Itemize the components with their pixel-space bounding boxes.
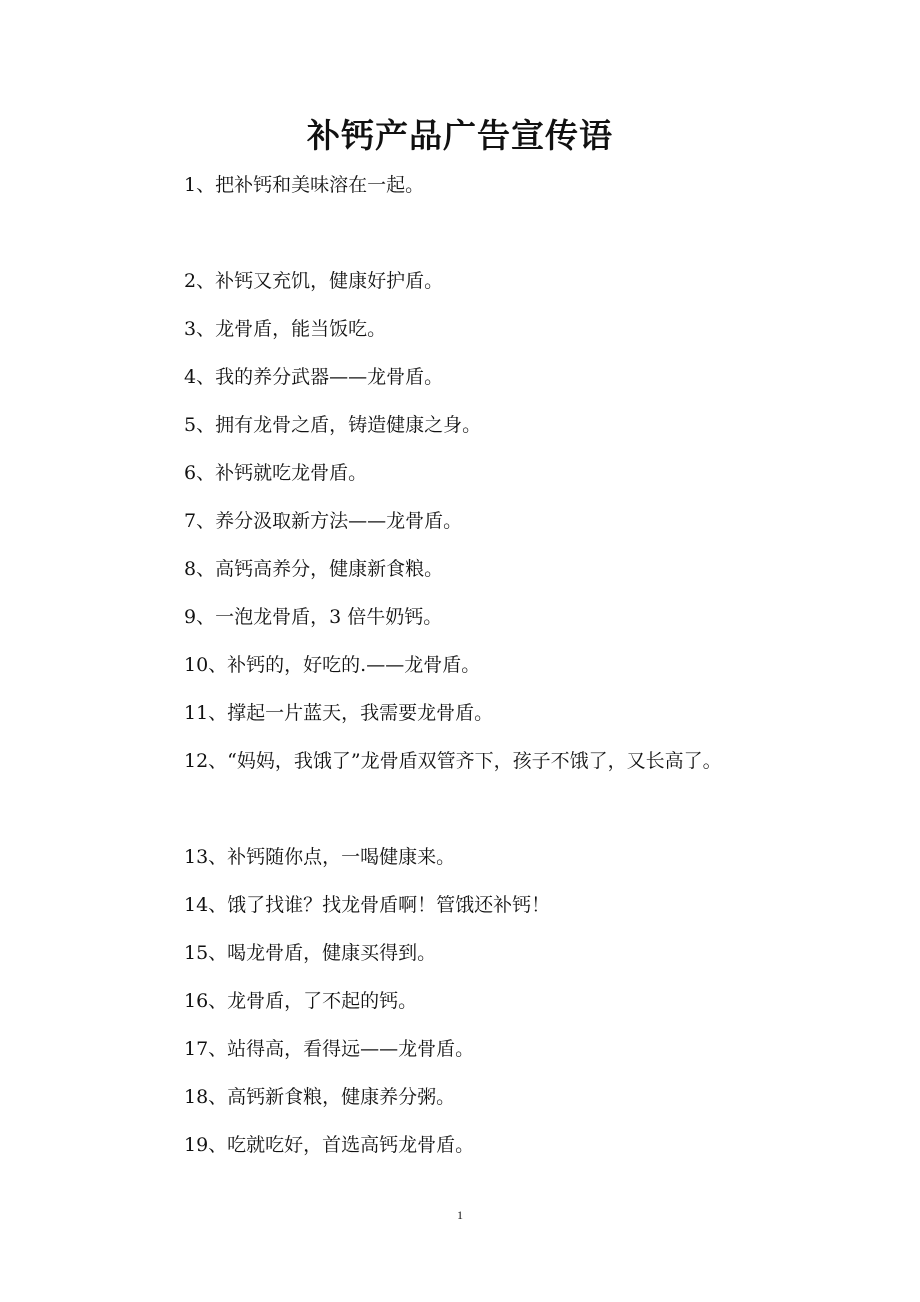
slogan-item-1: 1、把补钙和美味溶在一起。	[184, 174, 425, 196]
slogan-item-19: 19、吃就吃好，首选高钙龙骨盾。	[184, 1134, 475, 1156]
slogan-item-16: 16、龙骨盾，了不起的钙。	[184, 990, 418, 1012]
slogan-item-4: 4、我的养分武器——龙骨盾。	[184, 366, 444, 388]
slogan-item-2: 2、补钙又充饥，健康好护盾。	[184, 270, 444, 292]
slogan-item-3: 3、龙骨盾，能当饭吃。	[184, 318, 387, 340]
slogan-item-9: 9、一泡龙骨盾，3 倍牛奶钙。	[184, 606, 443, 628]
slogan-item-5: 5、拥有龙骨之盾，铸造健康之身。	[184, 414, 482, 436]
slogan-item-13: 13、补钙随你点，一喝健康来。	[184, 846, 456, 868]
slogan-item-14: 14、饿了找谁？找龙骨盾啊！管饿还补钙！	[184, 894, 551, 916]
slogan-item-6: 6、补钙就吃龙骨盾。	[184, 462, 368, 484]
page-number: 1	[457, 1208, 463, 1222]
slogan-item-8: 8、高钙高养分，健康新食粮。	[184, 558, 444, 580]
slogan-item-11: 11、撑起一片蓝天，我需要龙骨盾。	[184, 702, 494, 724]
slogan-item-7: 7、养分汲取新方法——龙骨盾。	[184, 510, 463, 532]
slogan-item-12: 12、“妈妈，我饿了”龙骨盾双管齐下，孩子不饿了，又长高了。	[184, 750, 722, 772]
slogan-item-10: 10、补钙的，好吃的.——龙骨盾。	[184, 654, 481, 676]
slogan-item-17: 17、站得高，看得远——龙骨盾。	[184, 1038, 475, 1060]
slogan-item-15: 15、喝龙骨盾，健康买得到。	[184, 942, 437, 964]
page-title: 补钙产品广告宣传语	[307, 116, 613, 155]
slogan-item-18: 18、高钙新食粮，健康养分粥。	[184, 1086, 456, 1108]
